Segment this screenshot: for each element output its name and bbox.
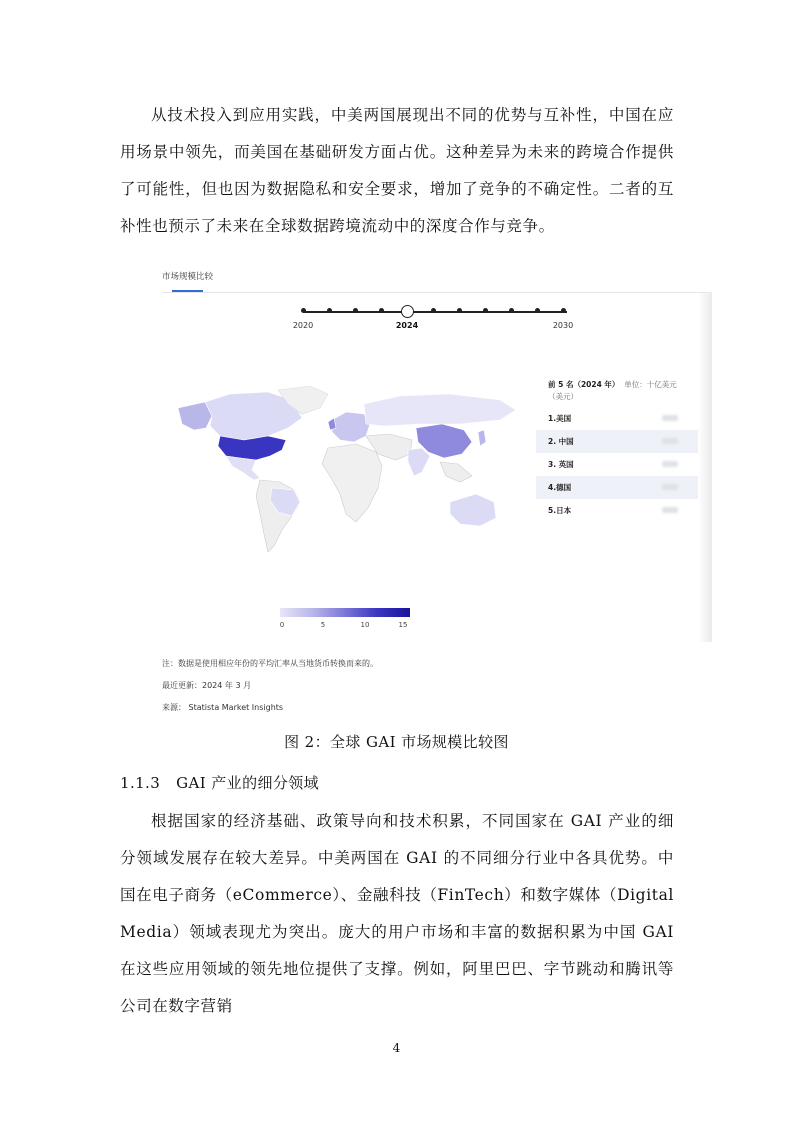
ranking-value-blurred <box>662 438 678 444</box>
panel-edge-shadow <box>698 292 712 642</box>
timeline-dot[interactable] <box>457 308 462 313</box>
timeline-dot[interactable] <box>483 308 488 313</box>
timeline-dot[interactable] <box>561 308 566 313</box>
section-number: 1.1.3 <box>120 774 161 792</box>
page-number: 4 <box>392 1041 401 1055</box>
intro-paragraph: 从技术投入到应用实践，中美两国展现出不同的优势与互补性，中国在应用场景中领先，而美国在基础研发方面占优。这种差异为未来的跨境合作提供了可能性，但也因为数据隐私和安全要求，增加了竞争的不确定性。二者的互补性也预示了未来在全球数据跨境流动中的深度合作与竞争。 <box>120 106 674 235</box>
ranking-value-blurred <box>662 415 678 421</box>
map-region-russia[interactable] <box>364 394 516 426</box>
ranking-country: 3. 英国 <box>548 460 574 469</box>
ranking-row[interactable] <box>536 476 698 499</box>
year-timeline-slider[interactable] <box>292 306 574 346</box>
legend-tick: 15 <box>398 621 408 629</box>
map-region-australia[interactable] <box>450 494 496 526</box>
timeline-dot[interactable] <box>327 308 332 313</box>
tab-divider <box>162 292 707 293</box>
ranking-country: 2. 中国 <box>548 437 574 446</box>
figure-source: 来源： Statista Market Insights <box>162 703 284 712</box>
timeline-dot[interactable] <box>535 308 540 313</box>
timeline-end-label: 2030 <box>552 321 574 330</box>
ranking-unit: 单位：十亿美元（美元） <box>548 380 677 401</box>
ranking-row[interactable] <box>536 453 698 476</box>
timeline-dot[interactable] <box>353 308 358 313</box>
section-heading <box>120 772 319 793</box>
map-region-africa[interactable] <box>322 444 382 522</box>
map-region-southeast-asia[interactable] <box>440 462 472 482</box>
timeline-dot[interactable] <box>509 308 514 313</box>
timeline-selected-label: 2024 <box>395 321 419 330</box>
figure-tab-label[interactable]: 市场规模比较 <box>162 272 214 282</box>
ranking-country: 1.美国 <box>548 414 572 423</box>
map-region-india[interactable] <box>408 448 430 476</box>
market-size-figure <box>155 262 710 717</box>
color-scale-ticks <box>280 617 410 631</box>
timeline-dot[interactable] <box>301 308 306 313</box>
timeline-dot[interactable] <box>379 308 384 313</box>
ranking-value-blurred <box>662 461 678 467</box>
map-region-europe[interactable] <box>332 412 370 442</box>
figure-caption: 图 2：全球 GAI 市场规模比较图 <box>284 733 509 751</box>
timeline-selected-handle[interactable] <box>401 305 414 318</box>
map-region-mexico[interactable] <box>226 456 260 480</box>
world-choropleth-map[interactable] <box>160 384 525 564</box>
color-scale-legend <box>280 608 410 631</box>
figure-note: 注：数据是使用相应年份的平均汇率从当地货币转换而来的。 <box>162 659 378 668</box>
legend-tick: 10 <box>360 621 370 629</box>
top5-ranking-panel <box>536 375 698 522</box>
figure-notes <box>162 653 378 719</box>
ranking-country: 5.日本 <box>548 506 572 515</box>
legend-tick: 0 <box>279 621 285 629</box>
figure-last-updated: 最近更新：2024 年 3 月 <box>162 681 252 690</box>
map-region-japan[interactable] <box>478 430 486 446</box>
legend-tick: 5 <box>320 621 326 629</box>
ranking-row[interactable] <box>536 407 698 430</box>
ranking-header <box>536 375 698 407</box>
timeline-dot[interactable] <box>431 308 436 313</box>
ranking-value-blurred <box>662 507 678 513</box>
section-title: GAI 产业的细分领域 <box>176 774 320 792</box>
ranking-country: 4.德国 <box>548 483 572 492</box>
ranking-value-blurred <box>662 484 678 490</box>
timeline-start-label: 2020 <box>292 321 314 330</box>
ranking-row[interactable] <box>536 430 698 453</box>
ranking-title: 前 5 名（2024 年） <box>548 380 620 389</box>
color-scale-bar <box>280 608 410 617</box>
body-paragraph: 根据国家的经济基础、政策导向和技术积累，不同国家在 GAI 产业的细分领域发展存在较大差异。中美两国在 GAI 的不同细分行业中各具优势。中国在电子商务（eCommerce）、金融科技（FinTech）和数字媒体（Digital Media）领域表现尤为突出。庞大的用户市场和丰富的数据积累为中国 GAI 在这些应用领域的领先地位提供了支撑。例如，阿里巴巴、字节跳动和腾讯等公司在数字营销 <box>120 812 674 1015</box>
ranking-row[interactable] <box>536 499 698 522</box>
